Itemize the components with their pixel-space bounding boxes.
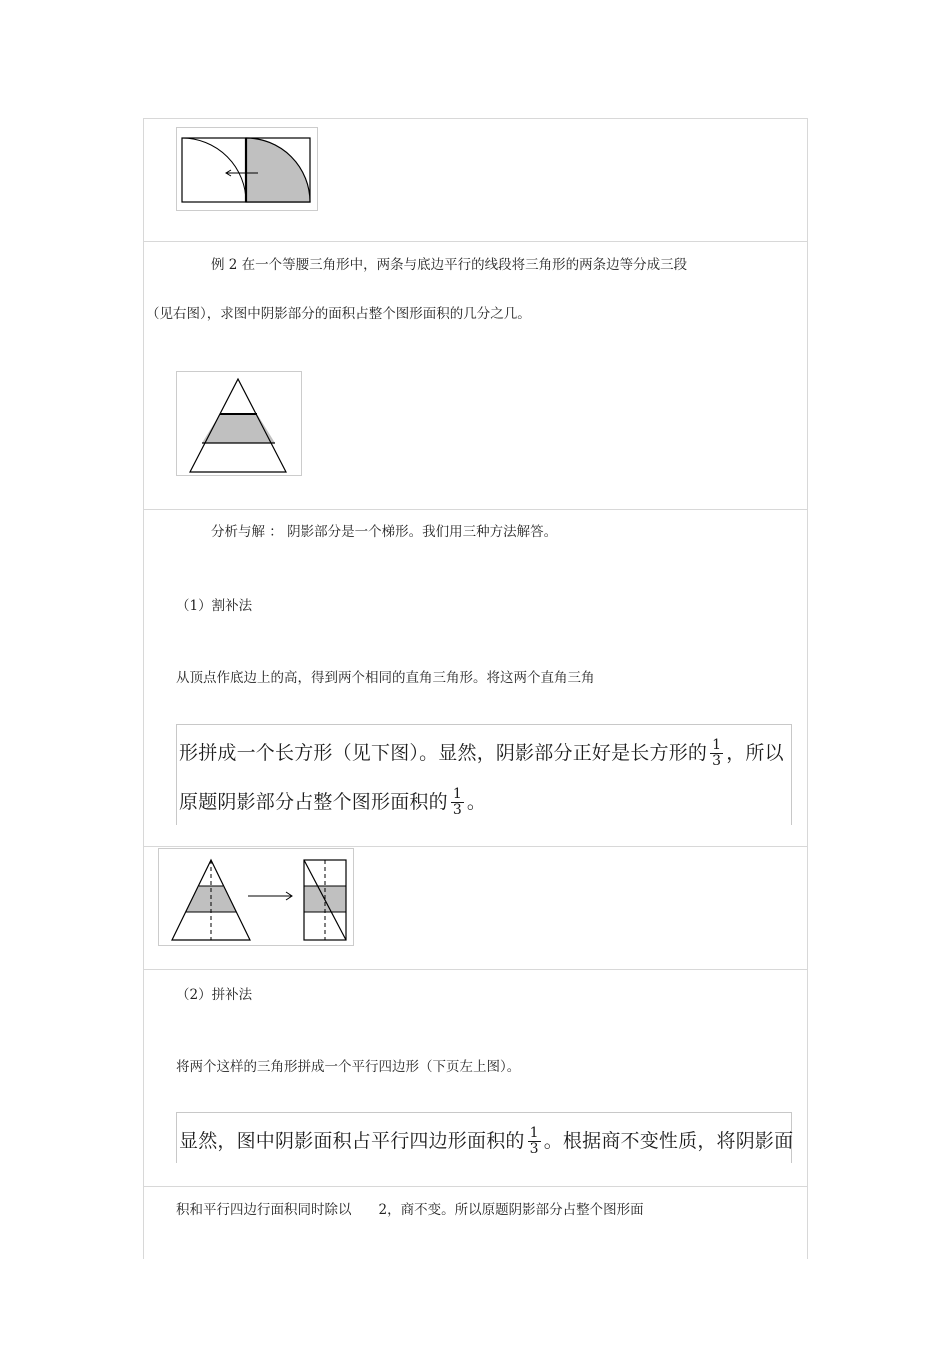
strip-text: ，所以 (726, 742, 784, 764)
method2-strip-line (179, 1126, 793, 1157)
strip-text: 显然，图中阴影面积占平行四边形面积的 (179, 1130, 525, 1152)
triangle-figure (176, 371, 302, 480)
fraction-numerator: 1 (529, 1125, 539, 1141)
divider (143, 241, 807, 242)
method1-label: （1）割补法 (176, 598, 253, 614)
example2-line1: 例 2 在一个等腰三角形中，两条与底边平行的线段将三角形的两条边等分成三段 (211, 257, 688, 273)
quarter-circle-figure (176, 127, 318, 215)
analysis-heading: 分析与解 ： 阴影部分是一个梯形。我们用三种方法解答。 (211, 524, 558, 540)
method2-label: （2）拼补法 (176, 987, 253, 1003)
strip-text: 原题阴影部分占整个图形面积的 (179, 791, 448, 813)
fraction (528, 1126, 541, 1157)
fraction (710, 738, 723, 769)
fraction-numerator: 1 (712, 737, 722, 753)
strip-text: 形拼成一个长方形（见下图）。显然，阴影部分正好是长方形的 (179, 742, 708, 764)
method1-strip-line1 (179, 738, 784, 769)
fraction-denominator: 3 (452, 802, 462, 818)
cut-and-fill-figure (158, 848, 354, 950)
example2-line2: （见右图），求图中阴影部分的面积占整个图形面积的几分之几。 (146, 306, 531, 322)
method2-text: 将两个这样的三角形拼成一个平行四边形（下页左上图）。 (176, 1059, 521, 1075)
content-frame (143, 118, 808, 1259)
method1-strip (176, 724, 792, 825)
divider (143, 846, 807, 847)
strip-text: 。 (466, 791, 487, 813)
divider (143, 969, 807, 970)
strip-text: 。根据商不变性质，将阴影面 (543, 1130, 794, 1152)
method1-text: 从顶点作底边上的高，得到两个相同的直角三角形。将这两个直角三角 (176, 670, 595, 686)
divider (143, 509, 807, 510)
divider (143, 1186, 807, 1187)
fraction-numerator: 1 (452, 786, 462, 802)
fraction-denominator: 3 (712, 753, 722, 769)
method2-strip (176, 1112, 792, 1163)
method1-strip-line2 (179, 787, 486, 818)
fraction-denominator: 3 (529, 1141, 539, 1157)
method2-final: 积和平行四边行面积同时除以 2，商不变。所以原题阴影部分占整个图形面 (176, 1202, 644, 1218)
fraction (451, 787, 464, 818)
